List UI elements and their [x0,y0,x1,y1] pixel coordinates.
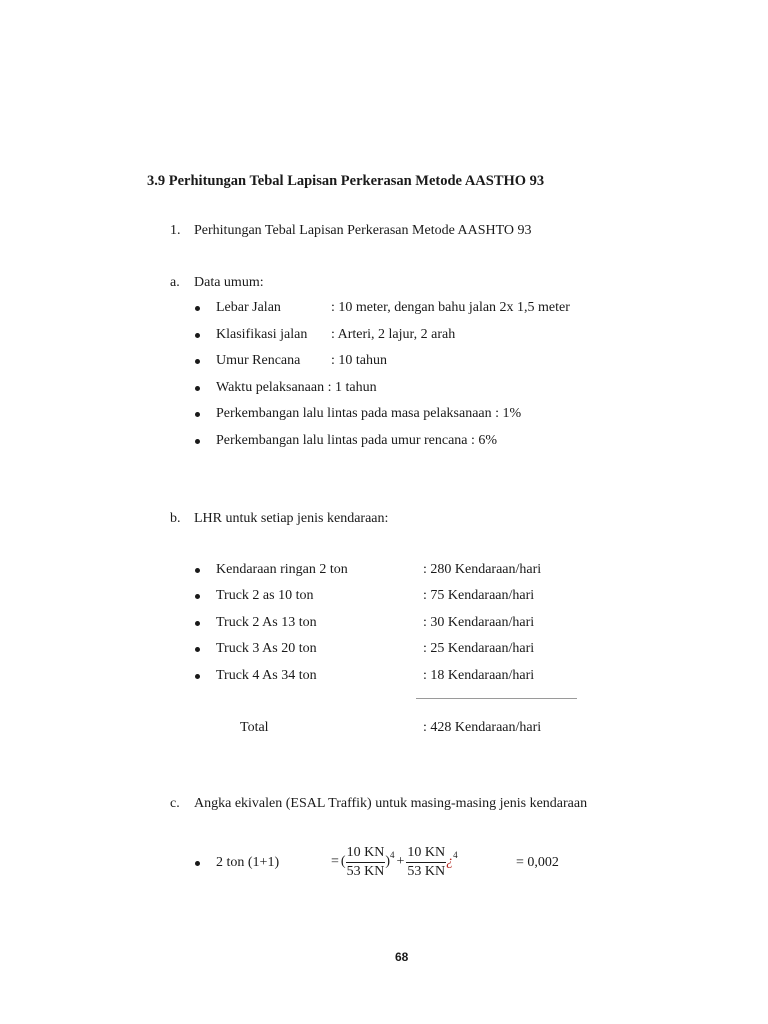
formula-label: 2 ton (1+1) [216,855,280,870]
fraction-1-denominator: 53 KN [346,863,385,879]
data-value: : 10 meter, dengan bahu jalan 2x 1,5 meter [331,300,570,315]
item-text: Perhitungan Tebal Lapisan Perkerasan Metode AASHTO 93 [194,223,532,238]
vehicle-label: Truck 2 as 10 ton [216,588,314,603]
exponent-1: 4 [389,850,395,860]
item-number: 1. [170,223,181,238]
vehicle-value: : 30 Kendaraan/hari [423,615,535,630]
bullet-icon [195,674,200,679]
section-a-letter: a. [170,275,180,290]
bullet-icon [195,359,200,364]
inverted-question-glyph: ¿ [446,854,454,869]
esal-formula [329,844,458,880]
section-b-letter: b. [170,511,181,526]
fraction-2-denominator: 53 KN [407,863,446,879]
section-c-title: Angka ekivalen (ESAL Traffik) untuk masing-masing jenis kendaraan [194,796,588,811]
sum-divider [416,698,577,699]
bullet-icon [195,306,200,311]
data-label: Klasifikasi jalan [216,327,308,342]
fraction-2-numerator: 10 KN [406,845,446,863]
data-label: Lebar Jalan [216,300,281,315]
plus-sign: + [396,854,405,869]
fraction-1-numerator: 10 KN [346,845,386,863]
section-heading: 3.9 Perhitungan Tebal Lapisan Perkerasan Metode AASTHO 93 [147,173,545,189]
vehicle-label: Truck 2 As 13 ton [216,615,317,630]
bullet-icon [195,386,200,391]
bullet-icon [195,594,200,599]
vehicle-label: Truck 3 As 20 ton [216,641,317,656]
bullet-icon [195,568,200,573]
equals-sign: = [331,854,339,869]
section-a-title: Data umum: [194,275,264,290]
bullet-icon [195,861,200,866]
bullet-icon [195,439,200,444]
exponent-2: 4 [453,850,458,860]
bullet-icon [195,621,200,626]
data-value: : 10 tahun [331,353,387,368]
page-number: 68 [395,950,409,964]
vehicle-value: : 75 Kendaraan/hari [423,588,535,603]
vehicle-value: : 25 Kendaraan/hari [423,641,535,656]
data-label: Perkembangan lalu lintas pada masa pelaksanaan : 1% [216,406,522,421]
data-label: Waktu pelaksanaan : 1 tahun [216,380,377,395]
total-value: : 428 Kendaraan/hari [423,720,542,735]
bullet-icon [195,412,200,417]
section-b-title: LHR untuk setiap jenis kendaraan: [194,511,389,526]
open-paren: ( [340,854,346,869]
fraction-1 [346,845,386,880]
vehicle-value: : 280 Kendaraan/hari [423,562,542,577]
section-c-letter: c. [170,796,180,811]
formula-result: = 0,002 [516,855,559,870]
bullet-icon [195,333,200,338]
fraction-2 [406,845,446,880]
vehicle-label: Truck 4 As 34 ton [216,668,317,683]
data-value: : Arteri, 2 lajur, 2 arah [331,327,456,342]
data-label: Perkembangan lalu lintas pada umur rencana : 6% [216,433,498,448]
bullet-icon [195,647,200,652]
vehicle-label: Kendaraan ringan 2 ton [216,562,348,577]
total-label: Total [240,720,269,735]
vehicle-value: : 18 Kendaraan/hari [423,668,535,683]
close-paren: ) [385,854,390,869]
data-label: Umur Rencana [216,353,301,368]
